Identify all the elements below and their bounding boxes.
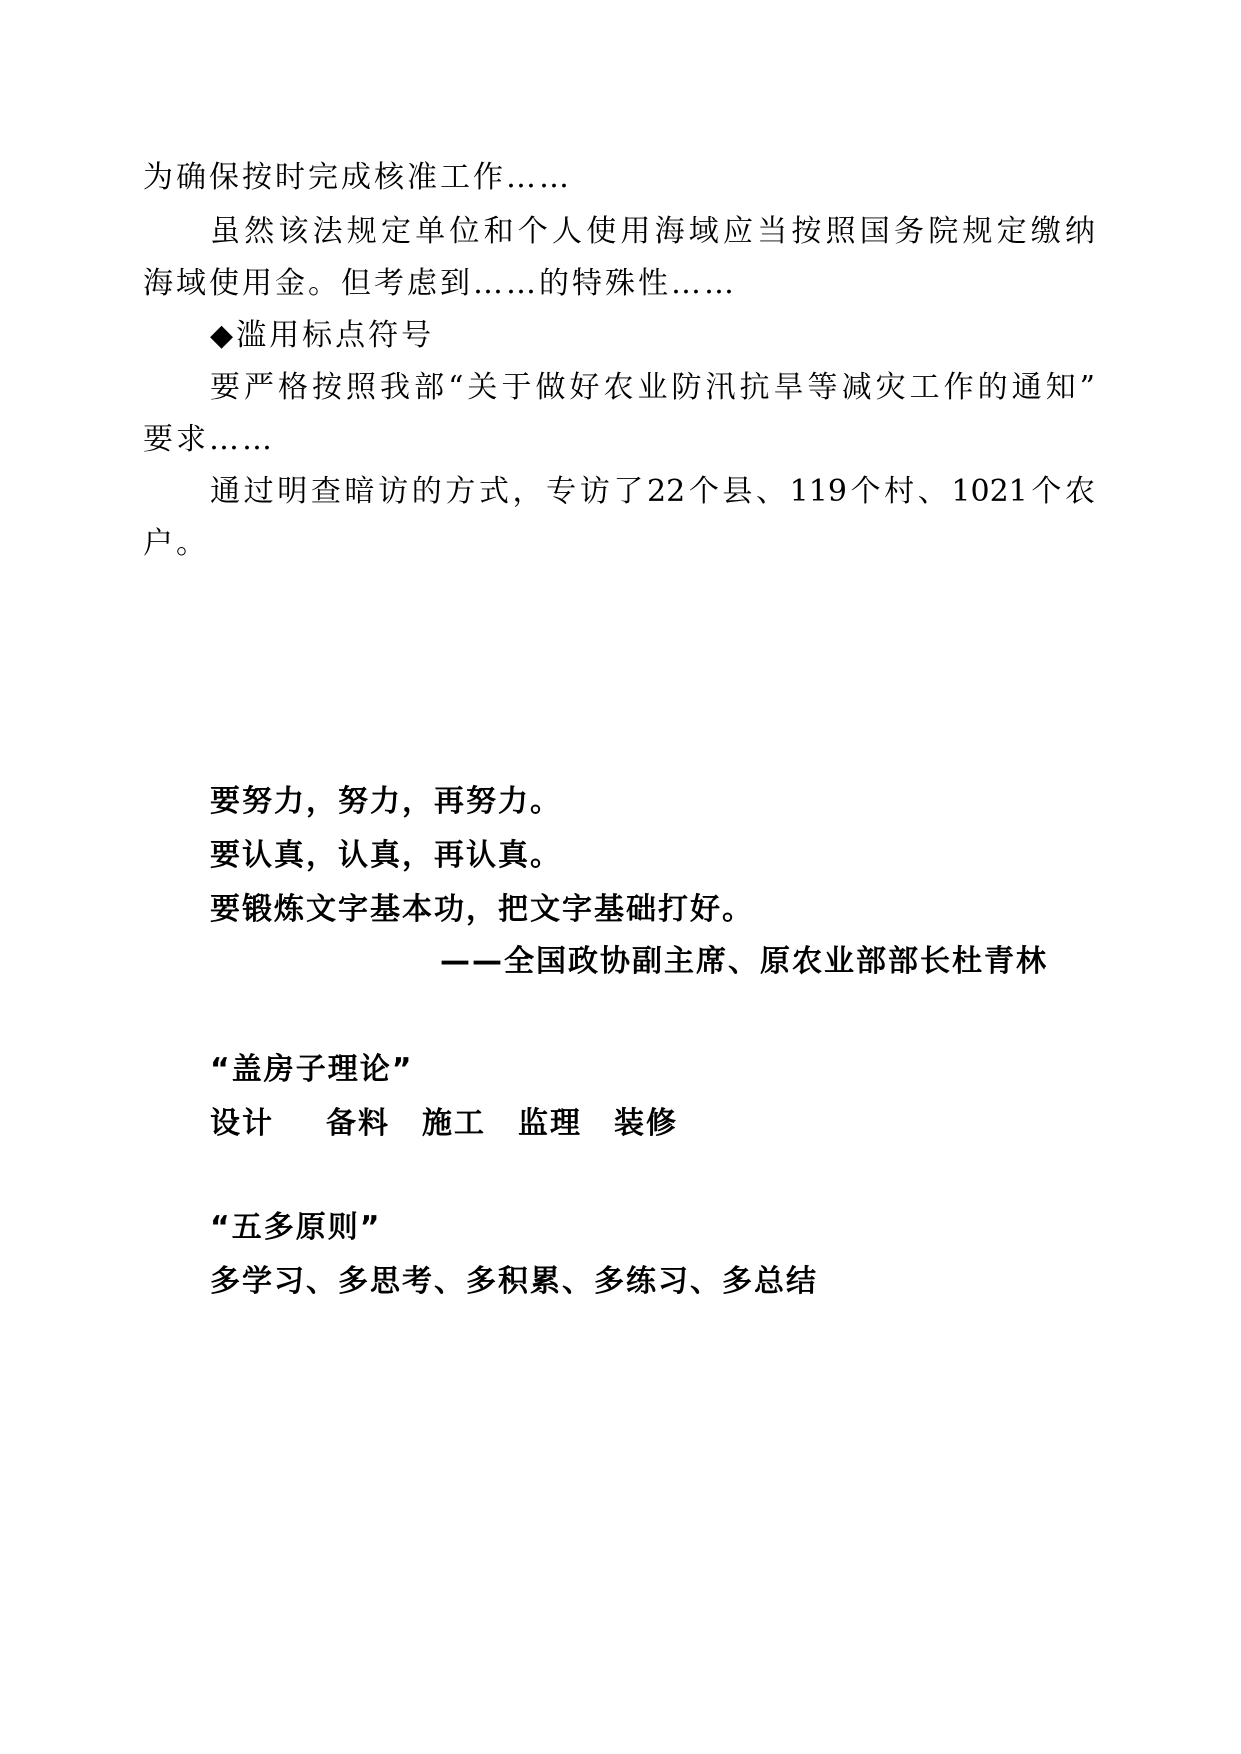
step-design: 设计 [210,1106,274,1141]
house-theory-steps [210,1104,678,1144]
text-line-haiyu-2: 海域使用金。但考虑到……的特殊性…… [143,266,737,301]
quote-line-3: 要锻炼文字基本功，把文字基础打好。 [210,892,754,927]
step-construction: 施工 [422,1106,486,1141]
house-theory-title: “盖房子理论” [210,1052,414,1087]
text-line-notice-2: 要求…… [143,422,275,457]
quote-line-2: 要认真，认真，再认真。 [210,838,562,873]
text-line-survey-1: 通过明查暗访的方式，专访了22个县、119个村、1021个农 [210,474,1095,509]
section-heading-punctuation: ◆滥用标点符号 [210,318,435,353]
five-principles-items: 多学习、多思考、多积累、多练习、多总结 [210,1264,818,1299]
step-supervision: 监理 [518,1106,582,1141]
text-line-hezhun: 为确保按时完成核准工作…… [143,160,572,195]
text-line-haiyu-1: 虽然该法规定单位和个人使用海域应当按照国务院规定缴纳 [210,214,1095,249]
quote-attribution: ——全国政协副主席、原农业部部长杜青林 [440,944,1048,979]
text-line-survey-2: 户。 [143,526,209,561]
text-line-notice-1: 要严格按照我部“关于做好农业防汛抗旱等减灾工作的通知” [210,370,1095,405]
five-principles-title: “五多原则” [210,1210,382,1245]
quote-line-1: 要努力，努力，再努力。 [210,784,562,819]
step-materials: 备料 [326,1106,390,1141]
step-decoration: 装修 [614,1106,678,1141]
